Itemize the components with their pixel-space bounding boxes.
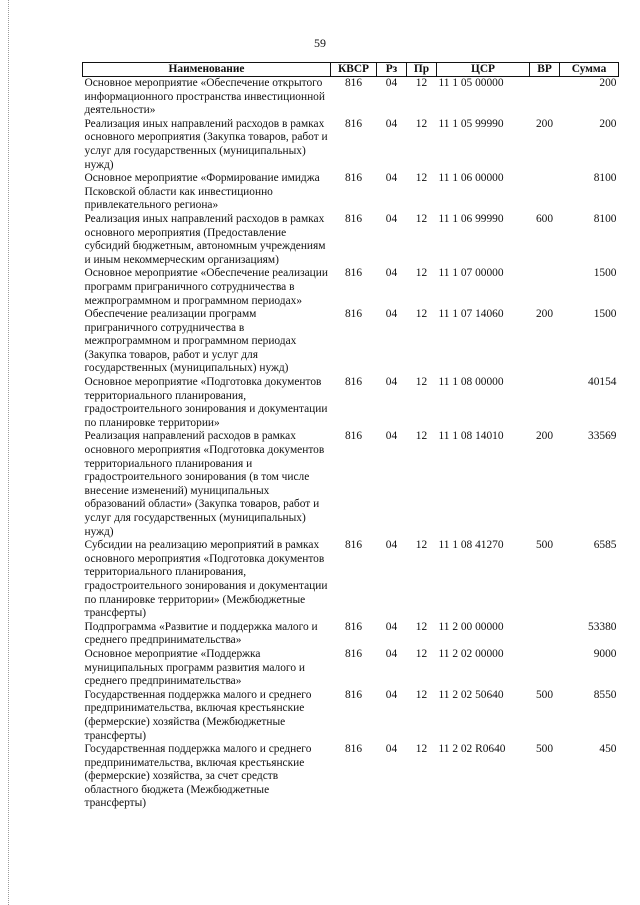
table-row — [83, 308, 619, 376]
row-csr: 11 1 05 99990 — [438, 117, 504, 130]
row-csr: 11 1 05 00000 — [438, 77, 504, 89]
row-sum: 8100 — [593, 172, 617, 185]
row-kvsr: 816 — [344, 539, 363, 552]
page-number: 59 — [314, 36, 326, 50]
row-name: Основное мероприятие «Подготовка документов территориального планирования, градостроительного зонирования и документации по планировке территории» — [84, 376, 328, 429]
table-row — [83, 376, 619, 430]
row-kvsr: 816 — [344, 376, 363, 389]
row-sum: 53380 — [588, 620, 617, 633]
row-pr: 12 — [415, 267, 428, 280]
row-kvsr: 816 — [344, 430, 363, 443]
row-sum: 450 — [599, 743, 617, 756]
row-sum: 6585 — [593, 539, 617, 552]
row-vr — [530, 172, 560, 213]
row-sum: 9000 — [593, 647, 617, 660]
row-kvsr: 816 — [344, 743, 363, 756]
row-csr: 11 1 08 14010 — [438, 430, 504, 443]
row-rz: 04 — [385, 267, 398, 280]
row-csr: 11 2 02 50640 — [438, 688, 504, 701]
table-row — [83, 77, 619, 118]
row-rz: 04 — [385, 77, 398, 89]
row-rz: 04 — [385, 647, 398, 660]
row-pr: 12 — [415, 430, 428, 443]
row-rz: 04 — [385, 172, 398, 185]
table-row — [83, 743, 619, 811]
row-vr: 600 — [535, 212, 554, 225]
row-rz: 04 — [385, 117, 398, 130]
row-kvsr: 816 — [344, 647, 363, 660]
row-sum: 33569 — [588, 430, 617, 443]
table-row — [83, 430, 619, 539]
row-vr — [530, 648, 560, 689]
row-rz: 04 — [385, 308, 398, 321]
header-rz: Рз — [377, 63, 407, 77]
row-csr: 11 1 08 41270 — [438, 539, 504, 552]
budget-table — [82, 62, 619, 811]
table-row — [83, 539, 619, 621]
row-kvsr: 816 — [344, 688, 363, 701]
row-vr: 200 — [535, 117, 554, 130]
row-vr — [530, 267, 560, 308]
row-name: Подпрограмма «Развитие и поддержка малого и среднего предпринимательства» — [84, 620, 318, 647]
row-sum: 40154 — [588, 376, 617, 389]
row-kvsr: 816 — [344, 172, 363, 185]
row-vr — [530, 77, 560, 118]
row-rz: 04 — [385, 620, 398, 633]
row-vr — [530, 376, 560, 430]
row-pr: 12 — [415, 688, 428, 701]
row-csr: 11 1 06 00000 — [438, 172, 504, 185]
row-pr: 12 — [415, 743, 428, 756]
row-rz: 04 — [385, 376, 398, 389]
row-pr: 12 — [415, 647, 428, 660]
row-pr: 12 — [415, 212, 428, 225]
row-rz: 04 — [385, 212, 398, 225]
row-pr: 12 — [415, 117, 428, 130]
row-name: Реализация направлений расходов в рамках основного мероприятия «Подготовка документов территориального планирования и градостроительного зонирования (в том числе внесение изменений) муниципальных образований области» (Закупка товаров, работ и услуг для государственных (муниципальных) нужд) — [84, 430, 325, 538]
row-sum: 8100 — [593, 212, 617, 225]
header-name: Наименование — [83, 63, 331, 77]
header-pr: Пр — [407, 63, 437, 77]
row-name: Государственная поддержка малого и среднего предпринимательства, включая крестьянские (фермерские) хозяйства (Межбюджетные трансферты) — [84, 688, 312, 742]
table-row — [83, 621, 619, 648]
row-name: Основное мероприятие «Формирование имиджа Псковской области как инвестиционно привлекательного региона» — [84, 172, 320, 212]
table-row — [83, 118, 619, 172]
table-row — [83, 267, 619, 308]
scan-edge-line — [8, 0, 9, 905]
row-sum: 200 — [599, 77, 617, 89]
row-name: Основное мероприятие «Обеспечение открытого информационного пространства инвестиционной деятельности» — [84, 77, 325, 117]
header-sum: Сумма — [560, 63, 619, 77]
row-name: Реализация иных направлений расходов в рамках основного мероприятия (Закупка товаров, работ и услуг для государственных (муниципальных) нужд) — [84, 117, 328, 171]
row-vr: 500 — [535, 743, 554, 756]
header-csr: ЦСР — [437, 63, 530, 77]
row-vr — [530, 621, 560, 648]
row-name: Основное мероприятие «Обеспечение реализации программ приграничного сотрудничества в межпрограммном и программном периодах» — [84, 267, 328, 307]
row-kvsr: 816 — [344, 117, 363, 130]
header-kvsr: КВСР — [331, 63, 377, 77]
row-sum: 1500 — [593, 308, 617, 321]
row-pr: 12 — [415, 539, 428, 552]
row-pr: 12 — [415, 77, 428, 89]
row-csr: 11 2 02 00000 — [438, 647, 504, 660]
row-kvsr: 816 — [344, 212, 363, 225]
row-pr: 12 — [415, 620, 428, 633]
row-csr: 11 1 06 99990 — [438, 212, 504, 225]
table-body — [83, 77, 619, 812]
row-vr: 500 — [535, 539, 554, 552]
header-vr: ВР — [530, 63, 560, 77]
row-csr: 11 1 07 00000 — [438, 267, 504, 280]
row-pr: 12 — [415, 376, 428, 389]
row-pr: 12 — [415, 172, 428, 185]
row-rz: 04 — [385, 539, 398, 552]
table-row — [83, 172, 619, 213]
row-name: Субсидии на реализацию мероприятий в рамках основного мероприятия «Подготовка документов территориального планирования, градостроительного зонирования и документации по планировке территории» (Межбюджетные трансферты) — [84, 539, 328, 620]
row-csr: 11 1 08 00000 — [438, 376, 504, 389]
row-vr: 200 — [535, 430, 554, 443]
row-rz: 04 — [385, 743, 398, 756]
row-kvsr: 816 — [344, 77, 363, 89]
row-sum: 8550 — [593, 688, 617, 701]
row-name: Государственная поддержка малого и среднего предпринимательства, включая крестьянские (фермерские) хозяйства, за счет средств областного бюджета (Межбюджетные трансферты) — [84, 743, 312, 810]
table-row — [83, 213, 619, 267]
row-csr: 11 2 00 00000 — [438, 620, 504, 633]
row-csr: 11 2 02 R0640 — [438, 743, 506, 756]
row-rz: 04 — [385, 430, 398, 443]
row-vr: 500 — [535, 688, 554, 701]
row-sum: 200 — [599, 117, 617, 130]
table-header-row — [83, 63, 619, 77]
table-row — [83, 689, 619, 743]
row-kvsr: 816 — [344, 267, 363, 280]
row-name: Реализация иных направлений расходов в рамках основного мероприятия (Предоставление субсидий бюджетным, автономным учреждениям и иным некоммерческим организациям) — [84, 212, 326, 266]
row-kvsr: 816 — [344, 620, 363, 633]
table-row — [83, 648, 619, 689]
row-name: Основное мероприятие «Поддержка муниципальных программ развития малого и среднего предпринимательства» — [84, 647, 305, 688]
row-rz: 04 — [385, 688, 398, 701]
row-vr: 200 — [535, 308, 554, 321]
row-kvsr: 816 — [344, 308, 363, 321]
row-pr: 12 — [415, 308, 428, 321]
row-name: Обеспечение реализации программ приграничного сотрудничества в межпрограммном и программном периодах (Закупка товаров, работ и услуг для государственных (муниципальных) нужд) — [84, 308, 297, 375]
row-sum: 1500 — [593, 267, 617, 280]
row-csr: 11 1 07 14060 — [438, 308, 504, 321]
